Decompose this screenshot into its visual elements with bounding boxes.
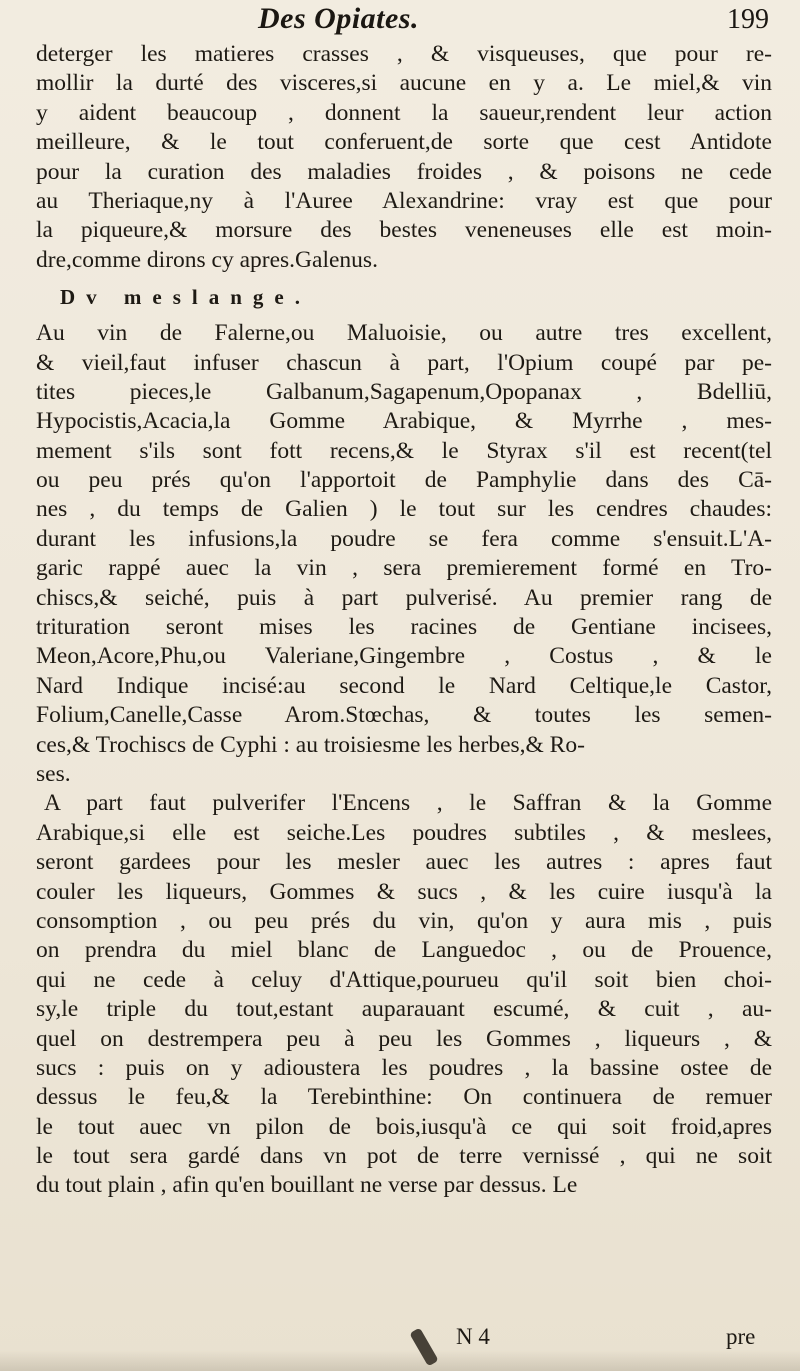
text-line: dessus le feu,& la Terebinthine: On continuera de remuer: [36, 1084, 772, 1111]
page-header: [0, 2, 800, 36]
text-line: on prendra du miel blanc de Languedoc , ou de Prouence,: [36, 937, 772, 964]
text-line: chiscs,& seiché, puis à part pulverisé. Au premier rang de: [36, 584, 772, 611]
text-line: Hypocistis,Acacia,la Gomme Arabique, & Myrrhe , mes-: [36, 408, 772, 435]
text-line: couler les liqueurs, Gommes & sucs , & les cuire iusqu'à la: [36, 878, 772, 905]
text-line: sucs : puis on y adioustera les poudres , la bassine ostee de: [36, 1054, 772, 1081]
text-line: deterger les matieres crasses , & visqueuses, que pour re-: [36, 41, 772, 67]
text-line: Folium,Canelle,Casse Arom.Stœchas, & toutes les semen-: [36, 702, 772, 729]
text-line: au Theriaque,ny à l'Auree Alexandrine: vray est que pour: [36, 187, 772, 214]
text-line: tites pieces,le Galbanum,Sagapenum,Opopanax , Bdelliū,: [36, 378, 772, 405]
text-line: le tout sera gardé dans vn pot de terre vernissé , qui ne soit: [36, 1143, 772, 1170]
section-title: Dv meslange.: [60, 285, 311, 310]
catchword: pre: [726, 1324, 756, 1349]
text-line: A part faut pulverifer l'Encens , le Saffran & la Gomme: [44, 790, 772, 817]
text-line: Nard Indique incisé:au second le Nard Celtique,le Castor,: [36, 672, 772, 699]
text-line: du tout plain , afin qu'en bouillant ne verse par dessus. Le: [36, 1172, 578, 1199]
text-line: pour la curation des maladies froides , & poisons ne cede: [36, 158, 772, 185]
text-line: Arabique,si elle est seiche.Les poudres subtiles , & meslees,: [36, 819, 772, 846]
text-line: meilleure, & le tout conferuent,de sorte que cest Antidote: [36, 129, 772, 156]
text-line: la piqueure,& morsure des bestes veneneuses elle est moin-: [36, 217, 772, 244]
text-line: consomption , ou peu prés du vin, qu'on y aura mis , puis: [36, 907, 772, 934]
page-edge-shadow: [0, 1350, 800, 1371]
text-line: seront gardees pour les mesler auec les autres : apres faut: [36, 849, 772, 876]
text-line: mement s'ils sont fott recens,& le Styrax s'il est recent(tel: [36, 437, 772, 464]
text-line: dre,comme dirons cy apres.Galenus.: [36, 246, 378, 273]
text-line: qui ne cede à celuy d'Attique,pourueu qu'il soit bien choi-: [36, 966, 772, 993]
text-line: y aident beaucoup , donnent la saueur,rendent leur action: [36, 99, 772, 126]
body-text: [36, 40, 772, 1201]
page-number: 199: [727, 4, 769, 35]
text-line: Meon,Acore,Phu,ou Valeriane,Gingembre , Costus , & le: [36, 643, 772, 670]
text-line: sy,le triple du tout,estant auparauant escumé, & cuit , au-: [36, 996, 772, 1023]
text-line: le tout auec vn pilon de bois,iusqu'à ce qui soit froid,apres: [36, 1113, 772, 1140]
text-line: durant les infusions,la poudre se fera comme s'ensuit.L'A-: [36, 525, 772, 552]
text-line: Au vin de Falerne,ou Maluoisie, ou autre tres excellent,: [36, 320, 772, 347]
text-line: trituration seront mises les racines de Gentiane incisees,: [36, 614, 772, 641]
text-line: mollir la durté des visceres,si aucune en y a. Le miel,& vin: [36, 70, 772, 97]
text-line: garic rappé auec la vin , sera premierement formé en Tro-: [36, 555, 772, 582]
signature-mark: N 4: [456, 1324, 490, 1349]
text-line: nes , du temps de Galien ) le tout sur les cendres chaudes:: [36, 496, 772, 523]
running-head: Des Opiates.: [258, 2, 419, 35]
text-line: ou peu prés qu'on l'apportoit de Pamphylie dans des Cā-: [36, 467, 772, 494]
text-line: & vieil,faut infuser chascun à part, l'Opium coupé par pe-: [36, 349, 772, 376]
text-line: quel on destrempera peu à peu les Gommes , liqueurs , &: [36, 1025, 772, 1052]
text-line: ses.: [36, 760, 71, 787]
text-line: ces,& Trochiscs de Cyphi : au troisiesme les herbes,& Ro-: [36, 731, 585, 758]
